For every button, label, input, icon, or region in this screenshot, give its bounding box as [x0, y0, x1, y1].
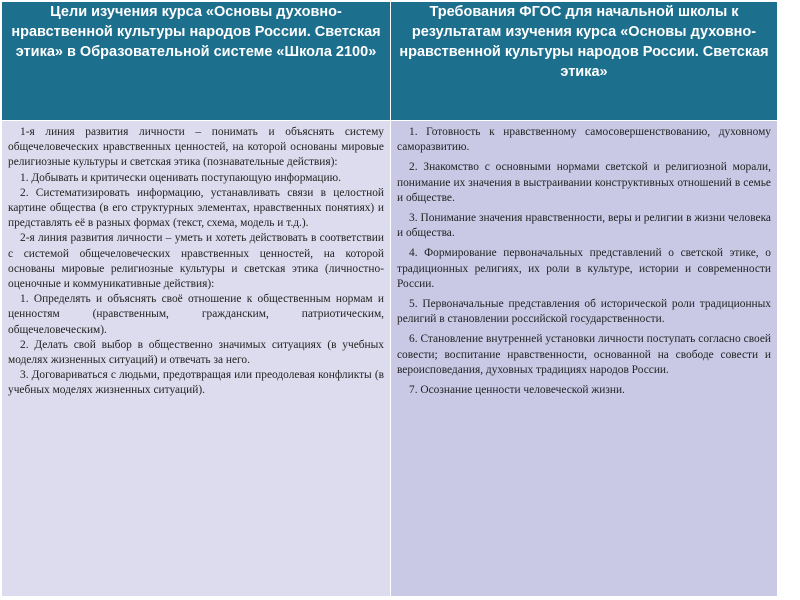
left-paragraph: 1. Определять и объяснять своё отношение к общественным нормам и ценностям (нравственным, гражданским, патриотическим, общечеловеческим). [8, 293, 384, 336]
left-paragraph: 1. Добывать и критически оценивать поступающую информацию. [20, 171, 341, 184]
right-paragraph: 2. Знакомство с основными нормами светской и религиозной морали, понимание их значения в выстраивании конструктивных отношений в семье и обществе. [397, 161, 771, 204]
right-paragraph: 6. Становление внутренней установки личности поступать согласно своей совести; воспитание нравственности, основанной на свободе совести и вероисповедания, духовных традициях народов России. [397, 333, 771, 376]
right-paragraph: 3. Понимание значения нравственности, веры и религии в жизни человека и общества. [397, 212, 771, 240]
left-paragraph: 2. Систематизировать информацию, устанавливать связи в целостной картине общества (в его структурных элементах, нравственных понятиях) и представлять её в разных формах (текст, схема, модель и т.д.). [8, 186, 384, 230]
left-paragraph: 2-я линия развития личности – уметь и хотеть действовать в соответствии с системой общечеловеческих нравственных ценностей, на которой основаны мировые религиозные культуры и светская этика (личностно-оценочные и коммуникативные действия): [8, 232, 384, 291]
header-left: Цели изучения курса «Основы духовно-нравственной культуры народов России. Светская этика» в Образовательной системе «Школа 2100» [2, 2, 391, 121]
header-row [2, 2, 778, 121]
left-paragraph: 3. Договариваться с людьми, предотвращая или преодолевая конфликты (в учебных моделях жизненных ситуаций). [8, 369, 384, 397]
comparison-table [1, 1, 778, 597]
left-paragraph: 2. Делать свой выбор в общественно значимых ситуациях (в учебных моделях жизненных ситуаций) и отвечать за него. [8, 338, 384, 367]
left-column-cell [2, 121, 391, 597]
body-row [2, 121, 778, 597]
right-paragraph: 1. Готовность к нравственному самосовершенствованию, духовному саморазвитию. [397, 126, 771, 154]
right-column-cell [391, 121, 778, 597]
right-paragraph: 7. Осознание ценности человеческой жизни. [409, 384, 625, 397]
right-paragraph: 5. Первоначальные представления об исторической роли традиционных религий в становлении российской государственности. [397, 298, 771, 326]
header-right: Требования ФГОС для начальной школы к результатам изучения курса «Основы духовно-нравственной культуры народов России. Светская этика» [391, 2, 778, 121]
right-paragraph: 4. Формирование первоначальных представлений о светской этике, о традиционных религиях, их роли в культуре, истории и современности России. [397, 247, 771, 290]
page-margin [779, 0, 800, 600]
left-paragraph: 1-я линия развития личности – понимать и объяснять систему общечеловеческих нравственных ценностей, на которой основаны мировые религиозные культуры и светская этика (познавательные действия): [8, 126, 384, 169]
